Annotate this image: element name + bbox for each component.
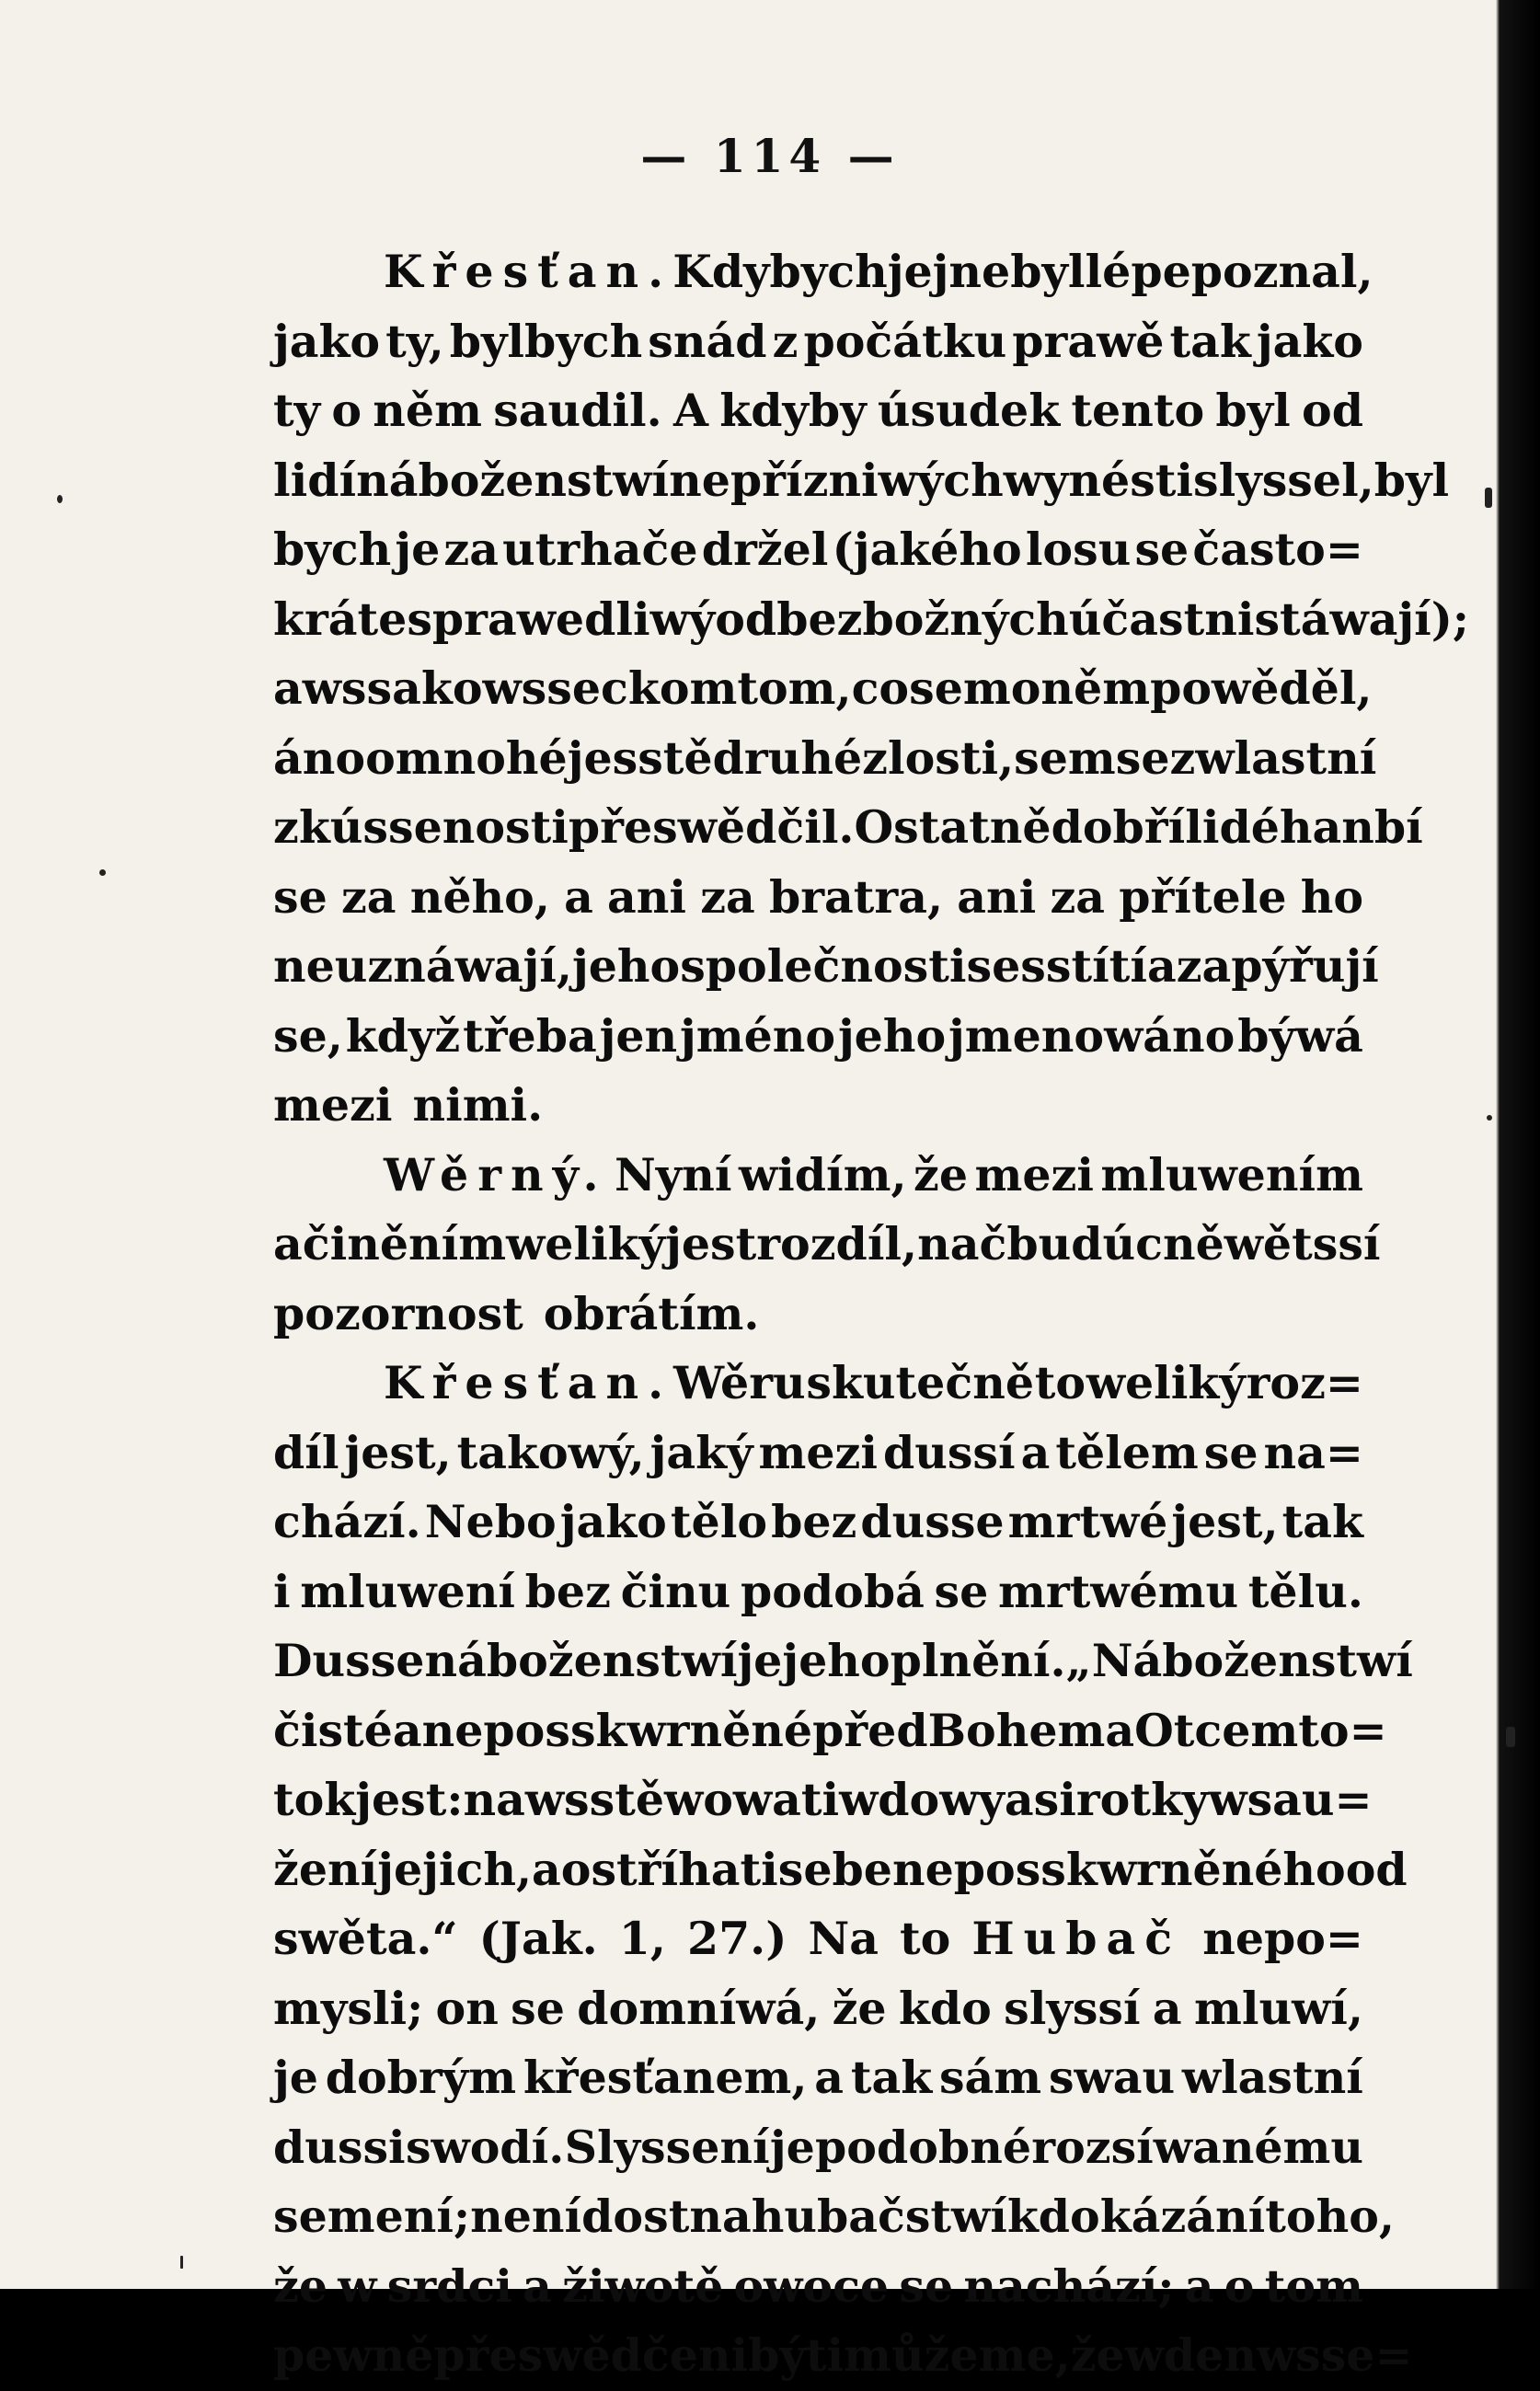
word: a — [1105, 1703, 1135, 1757]
text-line — [273, 2043, 1363, 2113]
word: dobrým — [325, 2051, 517, 2104]
word: (Jak. — [478, 1912, 598, 1965]
word: ani — [957, 869, 1037, 924]
word: srdci — [386, 2259, 512, 2313]
word: společnosti — [680, 939, 967, 993]
word: podobá — [740, 1564, 925, 1618]
word: „Náboženstwí — [1065, 1634, 1413, 1687]
word: můžeme, — [844, 2328, 1071, 2382]
word: a — [1020, 1425, 1051, 1479]
word: hanbí — [1279, 800, 1423, 854]
word: byl — [1373, 453, 1450, 507]
word: tělu. — [1247, 1564, 1363, 1618]
word: jest — [665, 1217, 757, 1270]
word: od — [1302, 384, 1363, 437]
word: chází. — [273, 1495, 421, 1548]
page-speck — [1506, 1727, 1515, 1747]
word: wsseckom — [482, 661, 738, 715]
word: dokázání — [1038, 2190, 1266, 2243]
word: za — [340, 869, 396, 924]
word: činu — [620, 1564, 731, 1618]
page-number: — 114 — — [640, 129, 900, 183]
text-line — [273, 515, 1363, 585]
word: Na — [808, 1912, 879, 1965]
text-line — [273, 446, 1450, 516]
word: že — [1070, 2328, 1125, 2382]
word: a — [273, 1217, 303, 1270]
word: jeho — [782, 1634, 891, 1687]
word: zkússenosti — [273, 800, 569, 854]
word: jmenowáno — [948, 1008, 1235, 1063]
word: náboženstwí — [356, 453, 670, 507]
word: a — [814, 2051, 845, 2104]
word: je — [769, 2120, 815, 2174]
word: dussi — [273, 2120, 406, 2174]
word: tok — [273, 1773, 356, 1826]
word: A — [672, 384, 708, 437]
word: Křesťan. — [384, 1356, 673, 1409]
word: se — [1203, 1425, 1258, 1479]
word: bezbožných — [776, 592, 1069, 646]
word: jest, — [1171, 1495, 1279, 1548]
text-line — [273, 1349, 1363, 1419]
word: sirotky — [1033, 1773, 1209, 1826]
text-line — [273, 237, 1373, 307]
word: mrtwému — [997, 1564, 1239, 1618]
word: i — [273, 1564, 291, 1618]
page-speck — [57, 495, 63, 503]
word: něm — [1040, 661, 1151, 715]
word: jako — [559, 1495, 667, 1548]
word: wětssí — [1224, 1217, 1381, 1270]
word: z — [772, 314, 799, 368]
word: kdo — [898, 1981, 992, 2035]
word: ty, — [385, 314, 444, 368]
word: jest, — [344, 1425, 452, 1479]
text-line — [273, 1765, 1373, 1835]
word: čisté — [273, 1703, 393, 1757]
word: to — [1034, 1356, 1086, 1409]
word: w — [1124, 2328, 1164, 2382]
word: a — [564, 869, 593, 924]
word: wynésti — [1003, 453, 1194, 507]
word: je — [273, 2051, 318, 2104]
word: se, — [273, 1008, 343, 1063]
word: na — [689, 2190, 752, 2243]
word: třeba — [463, 1008, 597, 1063]
word: bych — [273, 523, 392, 576]
word: to= — [1298, 1703, 1387, 1757]
word: Křesťan. — [384, 245, 673, 298]
word: přeswědčil. — [568, 800, 855, 854]
word: wsse= — [1256, 2328, 1413, 2382]
word: mluwením — [1100, 1147, 1363, 1201]
word: k — [1006, 2190, 1039, 2243]
word: není — [470, 2190, 582, 2243]
word: poznal, — [1190, 245, 1373, 298]
word: úsudek — [877, 384, 1061, 437]
word: před — [812, 1703, 928, 1757]
word: díl — [273, 1425, 339, 1479]
word: nawsstěwowati — [463, 1773, 840, 1826]
word: o — [331, 384, 362, 437]
word: sstítí — [1020, 939, 1147, 993]
word: druhé — [712, 730, 863, 785]
word: nepo= — [1202, 1912, 1363, 1965]
word: jaký — [649, 1425, 753, 1479]
word: jen — [599, 1008, 678, 1063]
word: Wěru — [672, 1356, 806, 1409]
word: sem — [1014, 730, 1116, 785]
word: sebe — [777, 1842, 892, 1896]
word: a — [392, 1703, 422, 1757]
word: on — [435, 1981, 499, 2035]
word: činěním — [302, 1217, 507, 1270]
word: lidé — [1185, 800, 1280, 854]
word: Bohem — [927, 1703, 1106, 1757]
word: za — [1050, 869, 1106, 924]
word: (jakého — [832, 523, 1022, 576]
word: bez — [524, 1564, 611, 1618]
word: semení; — [273, 2190, 471, 2243]
word: tělo — [670, 1495, 768, 1548]
text-line — [273, 1071, 1363, 1141]
word: rozdíl, — [756, 1217, 918, 1270]
text-line — [273, 585, 1469, 655]
word: skutečně — [806, 1356, 1034, 1409]
word: zlosti, — [862, 730, 1015, 785]
word: losu — [1025, 523, 1132, 576]
word: ho — [1300, 869, 1363, 924]
word: od — [715, 592, 777, 646]
word: tělem — [1055, 1425, 1199, 1479]
word: 27.) — [686, 1912, 787, 1965]
text-line — [273, 654, 1373, 724]
word: wdowy — [839, 1773, 1005, 1826]
word: slyssí — [1004, 1981, 1141, 2035]
word: prawě — [1012, 314, 1165, 368]
word: a — [523, 2259, 552, 2313]
word: se — [966, 939, 1021, 993]
word: když — [345, 1008, 461, 1063]
word: stáwají); — [1254, 592, 1469, 646]
word: nač — [917, 1217, 1007, 1270]
word: lépe — [1085, 245, 1191, 298]
word: Wěrný. — [384, 1147, 608, 1201]
word: náboženstwí — [424, 1634, 738, 1687]
word: owoce — [733, 2259, 890, 2313]
word: plnění. — [890, 1634, 1066, 1687]
word: budúcně — [1006, 1217, 1224, 1270]
word: tom, — [737, 661, 852, 715]
page-speck — [1485, 488, 1492, 508]
text-line — [273, 1696, 1387, 1766]
word: Ostatně — [854, 800, 1052, 854]
body-text — [273, 237, 1469, 2391]
word: neposskwrněného — [891, 1842, 1346, 1896]
word: držel — [701, 523, 829, 576]
word: hubačstwí — [751, 2190, 1007, 2243]
word: mysli; — [273, 1981, 424, 2035]
word: o — [1010, 661, 1041, 715]
word: lidí — [273, 453, 357, 507]
text-line — [273, 1488, 1363, 1558]
word: domníwá, — [577, 1981, 821, 2035]
word: pozornost — [273, 1286, 523, 1340]
word: mezi — [974, 1147, 1094, 1201]
word: na= — [1263, 1425, 1363, 1479]
word: je — [395, 523, 441, 576]
text-line — [273, 1280, 1363, 1350]
word: jesstě — [567, 730, 713, 785]
text-line — [273, 1558, 1363, 1627]
word: dost — [581, 2190, 690, 2243]
word: jeho — [837, 1008, 947, 1063]
word: utrhače — [502, 523, 698, 576]
word: wlastní — [1181, 2051, 1363, 2104]
word: z — [1169, 730, 1196, 785]
word: dussí — [882, 1425, 1016, 1479]
text-line — [273, 376, 1363, 446]
word: se — [1134, 523, 1189, 576]
word: mluwení — [300, 1564, 515, 1618]
word: se — [1115, 730, 1170, 785]
word: Nyní — [615, 1147, 732, 1201]
word: a — [532, 1842, 561, 1896]
word: o — [452, 661, 483, 715]
word: bez — [771, 1495, 857, 1548]
word: w — [1208, 1773, 1247, 1826]
text-line — [273, 1141, 1363, 1211]
word: kráte — [273, 592, 408, 646]
word: sám — [938, 2051, 1042, 2104]
word: jeho — [571, 939, 681, 993]
word: se — [511, 1981, 565, 2035]
word: weliký — [506, 1217, 666, 1270]
word: ostříhati — [560, 1842, 778, 1896]
word: wlastní — [1195, 730, 1377, 785]
word: w — [338, 2259, 377, 2313]
text-line — [273, 1627, 1413, 1696]
word: ani — [607, 869, 687, 924]
word: neuznáwají, — [273, 939, 572, 993]
text-line — [273, 1002, 1363, 1072]
word: neposskwrněné — [421, 1703, 813, 1757]
word: awssak — [273, 661, 453, 715]
word: pewně — [273, 2328, 434, 2382]
word: mezi — [758, 1425, 878, 1479]
text-line — [273, 863, 1363, 933]
word: powěděl, — [1150, 661, 1373, 715]
word: widím, — [738, 1147, 907, 1201]
text-line — [273, 1835, 1408, 1905]
text-line — [273, 2182, 1395, 2252]
word: tak — [1281, 1495, 1363, 1548]
word: mluwí, — [1193, 1981, 1363, 2035]
word: křesťanem, — [523, 2051, 808, 2104]
word: takowý, — [456, 1425, 645, 1479]
word: jej — [887, 245, 949, 298]
word: snád — [648, 314, 767, 368]
word: podobné — [815, 2120, 1031, 2174]
page-speck — [1487, 1115, 1492, 1121]
word: žení — [273, 1842, 378, 1896]
word: nachází; — [963, 2259, 1175, 2313]
word: že — [914, 1147, 969, 1201]
word: a — [1152, 1981, 1182, 2035]
text-line — [273, 2252, 1363, 2322]
word: a — [1004, 1773, 1034, 1826]
word: mnohé — [395, 730, 568, 785]
text-line — [273, 724, 1377, 794]
word: zapýřují — [1176, 939, 1379, 993]
page-speck — [180, 2256, 183, 2269]
word: často= — [1192, 523, 1363, 576]
page-speck — [99, 869, 106, 876]
word: se — [934, 1564, 989, 1618]
word: co — [851, 661, 910, 715]
text-line — [273, 1419, 1363, 1489]
word: přeswědčeni — [433, 2328, 749, 2382]
page-edge-shadow — [1490, 0, 1540, 2289]
word: je — [737, 1634, 783, 1687]
word: bratra, — [768, 869, 944, 924]
word: ty — [273, 384, 321, 437]
word: swěta.“ — [273, 1912, 458, 1965]
word: Dusse — [273, 1634, 425, 1687]
word: bylbych — [449, 314, 643, 368]
word: jako — [1256, 314, 1363, 368]
word: Slyssení — [564, 2120, 770, 2174]
word: sprawedliwý — [407, 592, 716, 646]
word: to — [900, 1912, 951, 1965]
text-line — [273, 932, 1379, 1002]
word: nebyl — [948, 245, 1086, 298]
word: tak — [1169, 314, 1251, 368]
word: býti — [748, 2328, 845, 2382]
word: 1, — [618, 1912, 666, 1965]
word: kdyby — [719, 384, 867, 437]
text-line — [273, 2113, 1363, 2183]
word: jest: — [355, 1773, 464, 1826]
text-line — [273, 2321, 1413, 2391]
text-line — [273, 793, 1423, 863]
word: sau= — [1247, 1773, 1373, 1826]
word: Otcem — [1134, 1703, 1299, 1757]
word: za — [700, 869, 755, 924]
word: za — [443, 523, 499, 576]
word: Kdybych — [672, 245, 888, 298]
word: saudil. — [493, 384, 662, 437]
word: nimi. — [412, 1078, 544, 1132]
word: byl — [1215, 384, 1291, 437]
text-line — [273, 1210, 1381, 1280]
word: dusse — [860, 1495, 1005, 1548]
word: se — [899, 2259, 954, 2313]
text-line — [273, 307, 1363, 377]
word: jejich, — [377, 1842, 533, 1896]
word: tento — [1071, 384, 1205, 437]
word: a — [1146, 939, 1177, 993]
text-line — [273, 1974, 1363, 2044]
word: obrátím. — [543, 1286, 760, 1340]
word: nepřízniwých — [669, 453, 1004, 507]
word: o — [1224, 2259, 1255, 2313]
word: Hubač — [971, 1912, 1182, 1965]
word: jméno — [680, 1008, 836, 1063]
word: áno — [273, 730, 366, 785]
word: přítele — [1119, 869, 1287, 924]
word: že — [832, 1981, 887, 2035]
text-line — [273, 1904, 1363, 1974]
word: roz= — [1246, 1356, 1363, 1409]
word: Nebo — [424, 1495, 557, 1548]
word: dobří — [1051, 800, 1186, 854]
word: rozsíwanému — [1031, 2120, 1363, 2174]
word: mrtwé — [1007, 1495, 1168, 1548]
word: býwá — [1237, 1008, 1363, 1063]
word: od — [1345, 1842, 1408, 1896]
word: mezi — [273, 1078, 393, 1132]
word: slyssel, — [1193, 453, 1374, 507]
word: jako — [273, 314, 381, 368]
word: weliký — [1086, 1356, 1246, 1409]
word: tak — [850, 2051, 933, 2104]
word: žiwotě — [562, 2259, 724, 2313]
word: o — [365, 730, 396, 785]
word: den — [1163, 2328, 1257, 2382]
word: swau — [1048, 2051, 1176, 2104]
word: toho, — [1265, 2190, 1395, 2243]
word: swodí. — [405, 2120, 565, 2174]
word: sem — [909, 661, 1011, 715]
word: tom — [1264, 2259, 1363, 2313]
word: a — [1184, 2259, 1214, 2313]
word: že — [273, 2259, 328, 2313]
word: se — [273, 869, 328, 924]
word: počátku — [803, 314, 1007, 368]
word: něm — [373, 384, 482, 437]
word: účastni — [1068, 592, 1255, 646]
word: něho, — [409, 869, 550, 924]
